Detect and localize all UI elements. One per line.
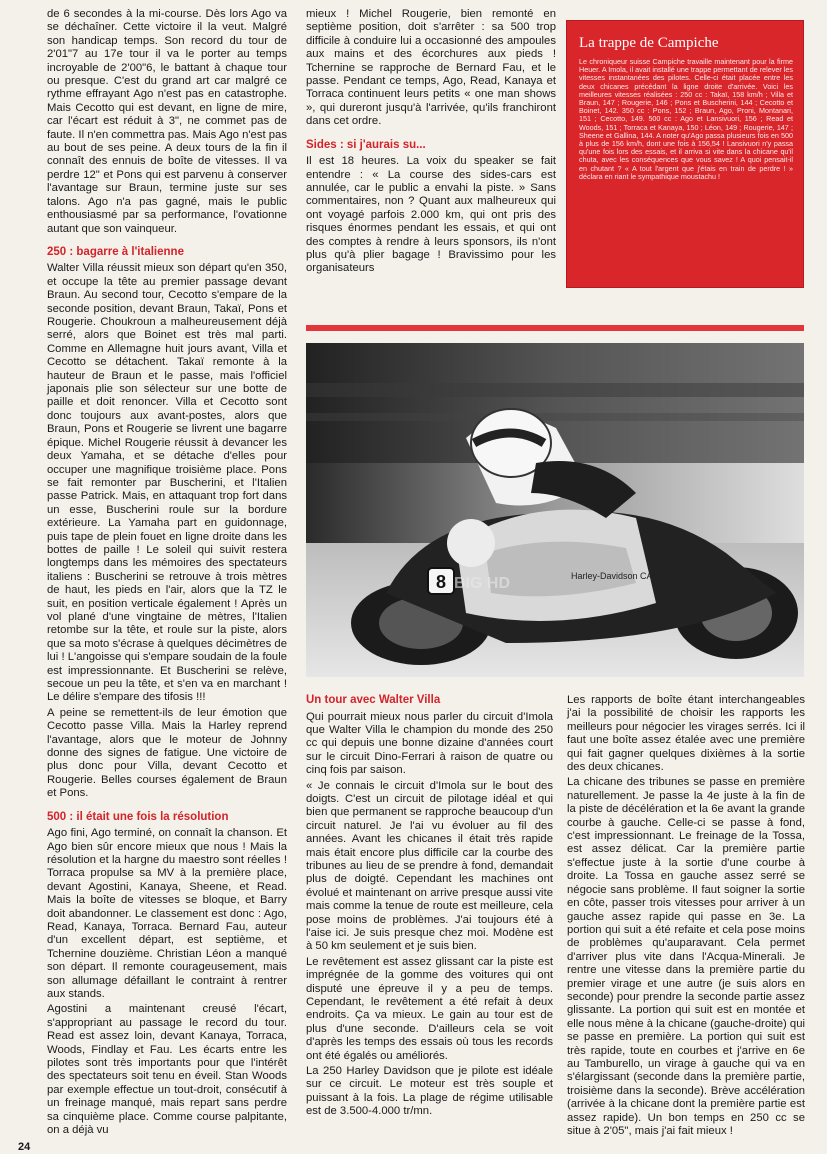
col1-paragraph: Walter Villa réussit mieux son départ qu'en 350, et occupe la tête au premier passage devant Braun. Au second tour, Cecotto s'empare de la seconde position, devant Braun, Takaï, Pons et Rougerie. Choukroun a malheureusement déjà serré, alors que Boinet est très mal parti. Comme en Allemagne huit jours avant, Villa et Cecotto se détachent. Takaï remonte à la hauteur de Braun et le passe, mais l'officiel japonais plie son sélecteur sur une botte de paille et doit renoncer. Villa et Cecotto sont donc toujours aux avant-postes, alors que Braun, Pons et Rougerie se livrent une bagarre épique. Michel Rougerie réussit à devancer les deux Yamaha, et se détache d'elles pour occuper une magnifique troisième place. Pons se fait remonter par Buscherini, et l'Italien passe Patrick. Mais, en attaquant trop fort dans un esse, Buscherini roule sur la bordure extérieure. La Yamaha part en guidonnage, puis tape de plein fouet en ligne droite dans les bottes de paille ! Le soleil qui suivit restera longtemps dans les mémoires des spectateurs italiens : Buscherini se retrouve à trois mètres de haut, les pieds en l'air, alors que la TZ le suit, en position verticale également ! Après un vol plané d'une vingtaine de mètres, l'Italien retombe sur la tête, et roule sur la piste, alors que sa moto s'écrase à quelques décimètres de lui ! L'angoisse qui s'empare soudain de la foule est impressionnante. Et Buscherini se relève, secoue un peu la tête, et s'en va en marchant ! Le délire s'empare des tifosis !!! (47, 262, 287, 704)
page-number: 24 (18, 1141, 31, 1153)
article-column-4 (567, 694, 805, 1140)
col2-paragraph: Il est 18 heures. La voix du speaker se fait entendre : « La course des sides-cars est annulée, car le public a envahi la piste. » Sans commentaires, non ? Quant aux malheureux qui ont voyagé parfois 2.000 km, qui ont pris des risques énormes pendant les essais, et qui ont des comptes à rendre à leurs sponsors, ils n'ont plus qu'à plier bagage ! Bravissimo pour les organisateurs (306, 155, 556, 275)
col1-paragraph: A peine se remettent-ils de leur émotion que Cecotto passe Villa. Mais la Harley reprend l'avantage, alors que le moteur de Johnny donne des signes de fatigue. Une victoire de plus donc pour Villa, devant Cecotto et Rougerie. Belles courses également de Braun et Pons. (47, 706, 287, 800)
col2-paragraph: mieux ! Michel Rougerie, bien remonté en septième position, doit s'arrêter : sa 500 trop difficile à conduire lui a occasionné des ampoules aux mains et des écorchures aux pieds ! Tchernine se rapproche de Bernard Fau, et le passe. Pendant ce temps, Ago, Read, Kanaya et Torraca continuent leurs petits « one man shows », qui dureront jusqu'à l'arrivée, qu'ils franchiront dans cet ordre. (306, 8, 556, 128)
section-heading-500: 500 : il était une fois la résolution (47, 810, 229, 823)
article-column-3 (306, 694, 553, 1121)
col1-paragraph: de 6 secondes à la mi-course. Dès lors Ago va se déchaîner. Cette victoire il la veut. Malgré son handicap temps. Son record du tour de 2'01"7 au 17e tour il va le porter au temps incroyable de 2'00"6, le battant à chaque tour ou presque. C'est du grand art car malgré ce rythme effrayant Ago n'est pas en catastrophe. Mais Cecotto qui est devant, en ligne de mire, car l'écart est réduit à 3", ne commet pas de faute. Il n'en commettra pas. Mais Ago n'est pas au bout de ses peine. A deux tours de la fin il connaît des ennuis de boîte de vitesses. Il va perdre 12" et Pons qui est parvenu à conserver l'avantage sur Braun, termine juste sur ses talons. Ago n'a pas gagné, mais le public enthousiasmé par sa performance, l'ovationne autant que son vainqueur. (47, 8, 287, 235)
fairing-text: Harley-Davidson CAMPAGNOLO (571, 571, 704, 581)
col1-paragraph: Agostini a maintenant creusé l'écart, s'appropriant au passage le record du tour. Read est assez loin, devant Kanaya, Torraca, Woods, Findlay et Fau. Les écarts entre les pilotes sont très importants pour que l'intérêt des spectateurs soit tenu en éveil. Stan Woods par exemple effectue un tout-droit, consécutif à un freinage manqué, mais repart sans perdre sa cinquième place. Comme course palpitante, on a déjà vu (47, 1003, 287, 1137)
col3-paragraph: Qui pourrait mieux nous parler du circuit d'Imola que Walter Villa le champion du monde des 250 cc qui depuis une bonne dizaine d'années court sur le circuit Dino-Ferrari à raison de quatre ou cinq fois par saison. (306, 710, 553, 777)
sidebar-body: Le chroniqueur suisse Campiche travaille maintenant pour la firme Heuer. A Imola, il avait installé une trappe permettant de relever les vitesses instantanées des pilotes. Celle-ci était placée entre les deux chicanes précédant la ligne droite d'arrivée. Voici les meilleures vitesses réalisées : 250 cc : Takaï, 158 km/h ; Villa et Braun, 147 ; Rougerie, 146 ; Pons et Buscherini, 144 ; Cecotto et Boinet, 142. 350 cc : Pons, 152 ; Braun, Ago, Proni, Montanari, 151 ; Cecotto, 149. 500 cc : Ago et Lansivuori, 156 ; Read et Woods, 151 ; Torraca et Kanaya, 150 ; Léon, 149 ; Rougerie, 147 ; Sheene et Gallina, 144. A noter qu'Ago passa plusieurs fois en 500 à plus de 156 km/h, dont une fois à 156,54 ! Lansivuori n'y passa qu'une fois lors des essais, et il arriva si vite dans la chicane qu'il chuta, avec les conséquences que vous savez ! A quoi pensait-il en chutant ? « A tout l'argent que j'étais en train de perdre ! » déclara en riant le sympathique moustachu ! (579, 57, 793, 181)
race-photo (306, 343, 804, 677)
col3-paragraph: Le revêtement est assez glissant car la piste est imprégnée de la gomme des voitures qui ont disputé une épreuve il y a peu de temps. Cependant, le revêtement a été refait à deux endroits. Ça va mieux. Le gain au tour est de plus d'une seconde. D'ailleurs cela se voit d'après les temps des essais où tous les records ont été égalés ou améliorés. (306, 955, 553, 1062)
article-column-2 (306, 8, 556, 278)
red-divider (306, 325, 804, 331)
col4-paragraph: Les rapports de boîte étant interchangeables j'ai la possibilité de choisir les rapports les meilleurs pour négocier les virages serrés. Ici il faut une boîte assez étalée avec une première qui fait gagner quelques dixièmes à la sortie des deux chicanes. (567, 694, 805, 774)
watermark-logo: BIG HD (454, 575, 510, 592)
section-heading-sides: Sides : si j'aurais su... (306, 138, 426, 151)
col3-paragraph: « Je connais le circuit d'Imola sur le bout des doigts. C'est un circuit de pilotage idéal et qui bien que permanent se rapproche beaucoup d'un circuit naturel. Je l'ai vu évoluer au fil des années. Avant les chicanes il était très rapide mais était encore plus difficile car la courbe des tribunes au lieu de se prendre à fond, demandait plus de doigté. Cependant les machines ont évolué et maintenant on arrive presque aussi vite mais comme la tenue de route est meilleure, cela pose moins de problèmes. J'ai toujours été à l'aise ici. Je suis presque chez moi. Modène est à 50 km seulement et je suis bien. (306, 779, 553, 953)
sidebar-title: La trappe de Campiche (579, 35, 719, 51)
col4-paragraph: La chicane des tribunes se passe en première naturellement. Je passe la 4e juste à la fin de la piste de décélération et la 6e avant la grande courbe à gauche. Celle-ci se passe à fond, c'est impressionnant. Le freinage de la Tossa, est assez délicat. Car la première partie s'effectue juste à la sortie d'une courbe à droite. La Tossa en gauche assez serré se négocie sans problème. Il faut soigner la sortie en côte, passer trois vitesses pour arriver à un gauche assez rapide qui passe en 3e. La portion qui suit a été refaite et cela pose moins de problèmes qu'auparavant. Cela permet d'arriver plus vite dans l'Acqua-Minerali. Je rentre une vitesse dans la première partie du premier virage et une autre (je suis alors en seconde) pour prendre la seconde partie assez glissante. La portion qui suit est en montée et elle nous mène à la chicane (gauche-droite) qui se passe en première. La portion qui suit est très rapide, toute en courbes et j'arrive en 6e au Tamburello, un virage à gauche qui va en s'élargissant (seconde dans la première partie, troisième dans la seconde). Brève accélération (arrivée à la chicane dont la première partie est assez rapide). Un bon temps en 250 cc se situe à 2'05", mais j'ai fait mieux ! (567, 776, 806, 1137)
col3-paragraph: La 250 Harley Davidson que je pilote est idéale sur ce circuit. Le moteur est très souple et puissant à la fois. La plage de régime utilisable est de 3.500-4.000 tr/mn. (306, 1065, 553, 1118)
sidebar-box (566, 20, 804, 288)
motorcycle-racer-image (306, 343, 804, 677)
bike-number: 8 (435, 572, 447, 592)
col1-paragraph: Ago fini, Ago terminé, on connaît la chanson. Et Ago bien sûr encore mieux que nous ! Mais la résolution et la hargne du maestro sont réelles ! Torraca propulse sa MV à la première place, devant Agostini, Kanaya, Sheene, et Read. Mais la boîte de vitesses se bloque, et Barry doit abandonner. Le classement est donc : Ago, Read, Kanaya, Torraca. Bernard Fau, auteur d'un excellent départ, est septième, et Tchernine douzième. Christian Léon a manqué son départ. Il remonte courageusement, mais son allumage défaillant le contraint à rentrer aux stands. (47, 827, 287, 1001)
article-column-1 (47, 8, 287, 1140)
section-heading-250: 250 : bagarre à l'italienne (47, 245, 184, 258)
section-heading-villa: Un tour avec Walter Villa (306, 694, 441, 706)
